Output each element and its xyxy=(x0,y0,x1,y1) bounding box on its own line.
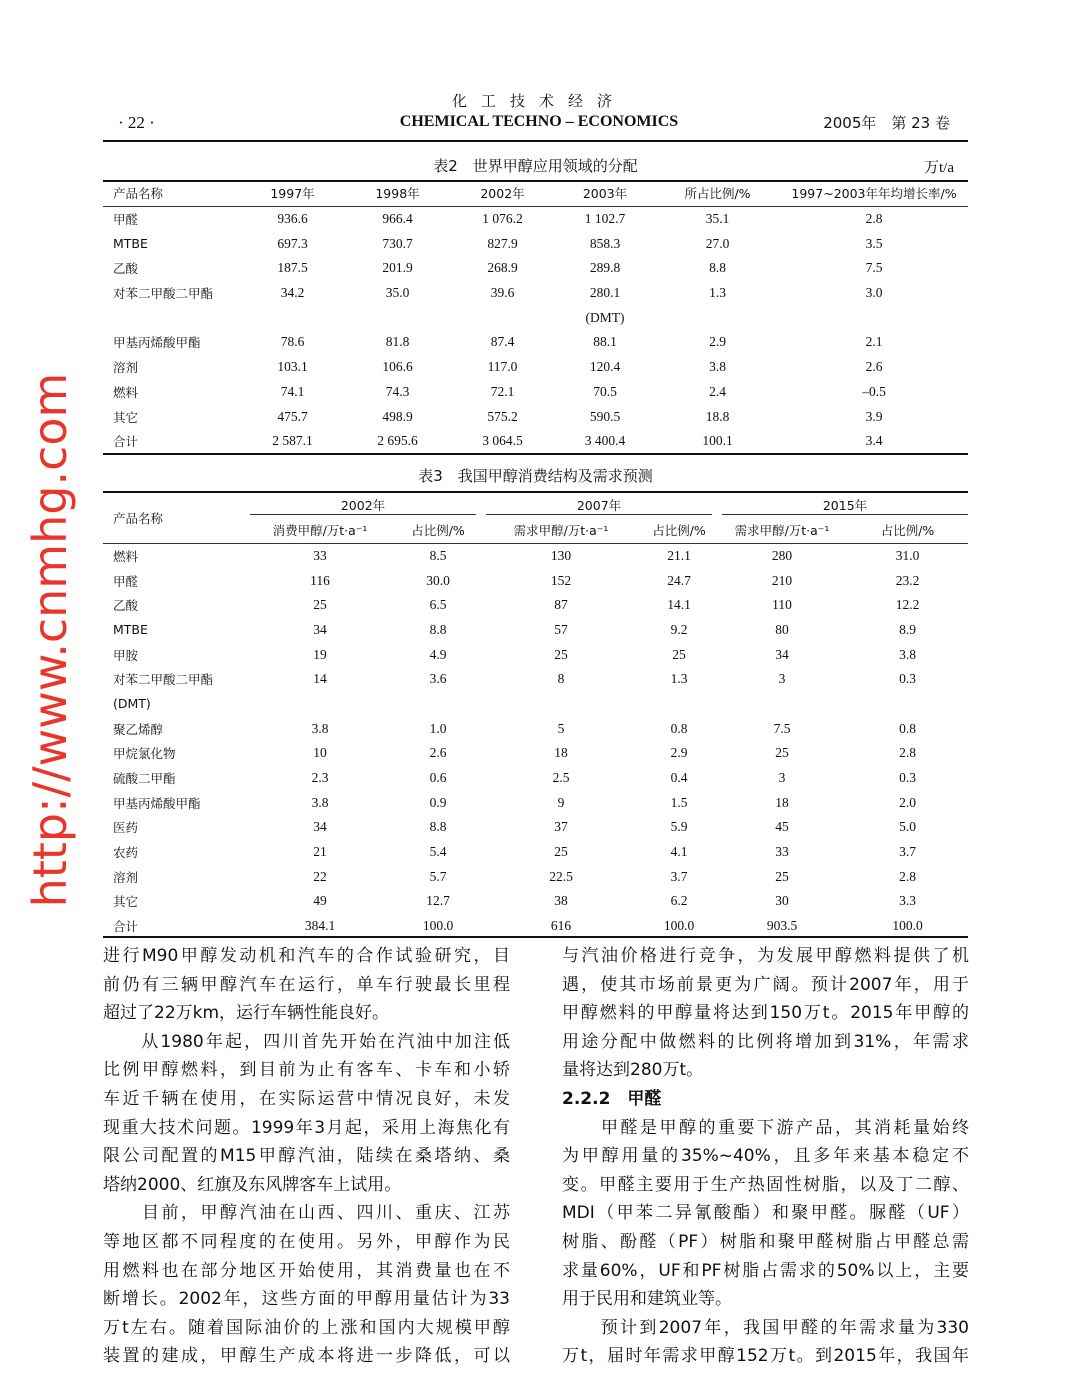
table-row xyxy=(103,618,968,643)
text-line: 与汽油价格进行竞争，为发展甲醇燃料提供了机 xyxy=(562,946,969,966)
table-cell: 34 xyxy=(775,646,789,662)
product-name: 聚乙烯醇 xyxy=(113,721,164,737)
column-header: 产品名称 xyxy=(113,186,164,202)
table-cell: 2.3 xyxy=(311,770,329,786)
table-cell: 3.7 xyxy=(899,844,916,860)
table-cell: 3.0 xyxy=(865,285,883,301)
table-cell: 25 xyxy=(672,646,686,662)
table-cell: 70.5 xyxy=(593,383,617,399)
table-cell: 18 xyxy=(775,794,789,810)
table-cell: 9 xyxy=(557,794,565,810)
table-cell: 18 xyxy=(554,745,568,761)
table-cell: 3.9 xyxy=(865,408,883,424)
text-line: 塔纳2000、红旗及东风牌客车上试用。 xyxy=(103,1174,402,1195)
table-cell: (DMT) xyxy=(585,309,625,325)
table-cell: 5.0 xyxy=(899,819,916,835)
table-cell: 24.7 xyxy=(667,572,691,588)
table-cell: 3.8 xyxy=(311,794,329,810)
table-cell xyxy=(345,305,450,330)
header-rule xyxy=(103,140,968,142)
table-cell: 4.9 xyxy=(429,646,447,662)
text-line: 比例甲醇燃料，到目前为止有客车、卡车和小轿 xyxy=(103,1060,510,1081)
text-line: 进行M90甲醇发动机和汽车的合作试验研究，目 xyxy=(103,946,510,966)
table-cell: 966.4 xyxy=(382,211,413,227)
table-cell: 187.5 xyxy=(277,260,308,276)
table-cell xyxy=(240,305,345,330)
product-name: 合计 xyxy=(113,919,139,935)
table-row xyxy=(103,330,968,355)
table-cell: 8.8 xyxy=(709,260,726,276)
table-cell: 33 xyxy=(313,547,327,563)
table-cell: 3 064.5 xyxy=(482,433,523,449)
table-row xyxy=(103,889,968,914)
table-row xyxy=(103,281,968,306)
table-row xyxy=(103,667,968,692)
table3 xyxy=(103,493,968,939)
table-row xyxy=(103,840,968,865)
product-name: 燃料 xyxy=(113,384,139,400)
text-line: 限公司配置的M15甲醇汽油，陆续在桑塔纳、桑 xyxy=(103,1146,510,1167)
table-cell: 280.1 xyxy=(589,285,621,301)
table-cell xyxy=(717,692,847,717)
issue-info: 2005年 第 23 卷 xyxy=(823,114,950,132)
table-cell: 12.7 xyxy=(426,893,450,909)
table3-year-header xyxy=(481,493,717,518)
table-row xyxy=(103,206,968,231)
text-line: 遇，使其市场前景更为广阔。预计2007年，用于 xyxy=(562,974,969,995)
table-cell: 5.9 xyxy=(670,819,688,835)
text-line: 预计到2007年，我国甲醛的年需求量为330 xyxy=(562,1317,969,1338)
product-name: 甲胺 xyxy=(113,647,139,663)
table-cell xyxy=(655,305,780,330)
table-cell: 5 xyxy=(557,720,565,736)
table-cell: 34 xyxy=(313,621,327,637)
table2-unit: 万t/a xyxy=(924,160,954,176)
table-cell: 3.8 xyxy=(899,646,916,662)
table-cell: 8 xyxy=(557,671,565,687)
table-cell: 1.3 xyxy=(670,671,688,687)
table-cell: 5.4 xyxy=(429,844,447,860)
table-cell: 0.3 xyxy=(899,671,916,687)
table-cell: 103.1 xyxy=(277,359,308,375)
table-cell: 2.6 xyxy=(429,745,447,761)
text-line: 等地区都不同程度的在使用。另外，甲醇作为民 xyxy=(103,1231,510,1252)
table-cell: 74.3 xyxy=(385,383,410,399)
text-line: 求量60%，UF和PF树脂占需求的50%以上，主要 xyxy=(562,1260,969,1281)
text-line: 为甲醇用量的35%~40%，且多年来基本稳定不 xyxy=(562,1146,969,1167)
table2 xyxy=(103,181,968,454)
text-line: 装置的建成，甲醇生产成本将进一步降低，可以 xyxy=(103,1346,510,1367)
text-line: 万t左右。随着国际油价的上涨和国内大规模甲醇 xyxy=(103,1317,510,1338)
table-cell: 18.8 xyxy=(705,408,730,424)
text-line: 量将达到280万t。 xyxy=(562,1060,704,1081)
table-cell: 35.0 xyxy=(385,285,410,301)
table-cell: 6.5 xyxy=(429,597,447,613)
product-name: 医药 xyxy=(113,820,139,836)
table-cell: 9.2 xyxy=(670,621,688,637)
column-header: 1997年 xyxy=(270,186,315,202)
text-line: 超过了22万km，运行车辆性能良好。 xyxy=(103,1003,390,1024)
table-cell: 0.6 xyxy=(429,770,447,786)
table-row xyxy=(103,716,968,741)
text-line: 甲醛是甲醇的重要下游产品，其消耗量始终 xyxy=(562,1117,969,1138)
text-line: MDI（甲苯二异氰酸酯）和聚甲醛。脲醛（UF） xyxy=(562,1203,969,1224)
table-cell: 210 xyxy=(771,572,793,588)
table-cell: 280 xyxy=(771,547,793,563)
table-cell xyxy=(780,305,968,330)
table-row xyxy=(103,864,968,889)
table-cell: 57 xyxy=(554,621,568,637)
table-cell: 21 xyxy=(313,844,327,860)
product-name: (DMT) xyxy=(113,696,151,712)
product-name: 溶剂 xyxy=(113,869,139,885)
product-name: 溶剂 xyxy=(113,360,139,376)
table-cell: 384.1 xyxy=(304,918,336,934)
text-line: 用于民用和建筑业等。 xyxy=(562,1289,732,1310)
table-cell: 81.8 xyxy=(385,334,410,350)
table-cell: 590.5 xyxy=(589,408,621,424)
table-row xyxy=(103,231,968,256)
text-line: 前仍有三辆甲醇汽车在运行，单车行驶最长里程 xyxy=(103,974,510,995)
table-cell: 78.6 xyxy=(280,334,305,350)
table-cell: 23.2 xyxy=(895,572,920,588)
product-name: 其它 xyxy=(113,409,139,425)
year-label: 2007年 xyxy=(486,496,712,515)
column-header: 2003年 xyxy=(582,186,628,202)
table-cell: 152 xyxy=(550,572,572,588)
table-cell: 0.4 xyxy=(670,770,688,786)
product-name: 农药 xyxy=(113,845,139,861)
table-cell: 110 xyxy=(772,597,792,613)
table2-bottom-rule xyxy=(103,453,968,455)
product-name: MTBE xyxy=(113,236,148,252)
table-cell xyxy=(245,692,395,717)
table-cell: 2.0 xyxy=(899,794,916,810)
table-cell xyxy=(481,692,641,717)
table-cell: 4.1 xyxy=(670,844,688,860)
table-cell: 2.9 xyxy=(709,334,726,350)
table-cell xyxy=(847,692,968,717)
table-cell: 3.5 xyxy=(865,235,883,251)
text-line: 车近千辆在使用，在实际运营中情况良好，未发 xyxy=(103,1088,510,1109)
product-name: 对苯二甲酸二甲酯 xyxy=(113,286,214,302)
body-text-left-column xyxy=(103,942,510,1371)
product-name: 乙酸 xyxy=(113,261,139,277)
table-row xyxy=(103,305,968,330)
table-cell: 35.1 xyxy=(705,211,730,227)
table-cell: 72.1 xyxy=(490,383,515,399)
table-cell: 3.8 xyxy=(311,720,329,736)
table-cell: 80 xyxy=(775,621,789,637)
table-cell: 8.9 xyxy=(899,621,916,637)
table-cell: 2.8 xyxy=(899,868,916,884)
text-line: 目前，甲醇汽油在山西、四川、重庆、江苏 xyxy=(103,1203,510,1224)
table-cell: 0.9 xyxy=(429,794,447,810)
table-cell: 117.0 xyxy=(487,359,518,375)
table-cell: 31.0 xyxy=(895,547,920,563)
table-cell: 201.9 xyxy=(382,260,413,276)
table-cell: 616 xyxy=(550,918,572,934)
product-name: 甲基丙烯酸甲酯 xyxy=(113,335,201,351)
body-text-right-column xyxy=(562,942,969,1371)
table-cell: 1 102.7 xyxy=(584,211,626,227)
table-cell: 100.0 xyxy=(892,918,923,934)
column-header: 占比例/% xyxy=(652,523,706,539)
table-cell: 30 xyxy=(775,893,789,909)
table-cell: 74.1 xyxy=(280,383,305,399)
table-cell: 268.9 xyxy=(487,260,518,276)
table-cell: 2 695.6 xyxy=(377,433,418,449)
table-cell: 19 xyxy=(313,646,327,662)
table-row xyxy=(103,692,968,717)
table-row xyxy=(103,642,968,667)
product-name: MTBE xyxy=(113,622,148,638)
table-cell: 2.1 xyxy=(865,334,883,350)
table-row xyxy=(103,543,968,568)
table-cell xyxy=(395,692,481,717)
watermark: http://www.cnmhg.com xyxy=(23,372,77,908)
table-cell: 903.5 xyxy=(766,918,798,934)
table-cell: 1.3 xyxy=(709,285,726,301)
table-cell: 3 xyxy=(778,671,786,687)
table-cell: 8.8 xyxy=(429,819,447,835)
table-cell: 2 587.1 xyxy=(272,433,313,449)
table3-name-header: 产品名称 xyxy=(103,493,245,543)
product-name: 燃料 xyxy=(113,548,139,564)
table-cell: 34.2 xyxy=(280,285,305,301)
column-header: 需求甲醇/万t·a⁻¹ xyxy=(513,523,609,539)
table-cell: 88.1 xyxy=(593,334,617,350)
column-header: 消费甲醇/万t·a⁻¹ xyxy=(272,523,368,539)
product-name xyxy=(103,305,240,330)
table-cell: 730.7 xyxy=(382,235,413,251)
column-header: 占比例/% xyxy=(411,523,465,539)
text-line: 用燃料也在部分地区开始使用，其消费量也在不 xyxy=(103,1260,510,1281)
table-cell: 3.6 xyxy=(429,671,447,687)
table-cell: 2.5 xyxy=(552,770,570,786)
table-cell: 100.0 xyxy=(422,918,454,934)
table3-title: 表3 我国甲醇消费结构及需求预测 xyxy=(418,467,653,485)
text-line: 断增长。2002年，这些方面的甲醇用量估计为33 xyxy=(103,1289,510,1310)
table-cell: 498.9 xyxy=(382,408,413,424)
table3-year-header xyxy=(717,493,968,518)
table-cell: 100.1 xyxy=(702,433,733,449)
table-cell: 7.5 xyxy=(865,260,883,276)
table3-bottom-rule xyxy=(103,936,968,938)
table-row xyxy=(103,790,968,815)
table-cell: 8.5 xyxy=(429,547,447,563)
table-cell: 25 xyxy=(775,745,789,761)
table-cell: 2.4 xyxy=(709,383,726,399)
table-cell: 38 xyxy=(554,893,568,909)
column-header: 2002年 xyxy=(480,186,525,202)
text-line: 用途分配中做燃料的比例将增加到31%，年需求 xyxy=(562,1031,969,1052)
table-row xyxy=(103,741,968,766)
table-cell: 116 xyxy=(310,572,330,588)
section-heading: 2.2.2 甲醛 xyxy=(562,1088,662,1109)
product-name: 合计 xyxy=(113,434,139,450)
table-cell: 1 076.2 xyxy=(482,211,523,227)
text-line: 万t，届时年需求甲醇152万t。到2015年，我国年 xyxy=(562,1346,969,1367)
product-name: 对苯二甲酸二甲酯 xyxy=(113,672,214,688)
table-cell: 697.3 xyxy=(277,235,308,251)
table-cell: 37 xyxy=(554,819,568,835)
table-row xyxy=(103,766,968,791)
table-row xyxy=(103,914,968,939)
table-cell: 827.9 xyxy=(487,235,518,251)
table2-title: 表2 世界甲醇应用领域的分配 xyxy=(433,157,638,175)
table-cell: 25 xyxy=(313,597,327,613)
column-header: 所占比例/% xyxy=(684,186,751,202)
table-cell: 25 xyxy=(554,646,568,662)
table-cell: 106.6 xyxy=(382,359,413,375)
table-cell: 22 xyxy=(313,868,327,884)
table-cell: 21.1 xyxy=(667,547,691,563)
table-cell: 120.4 xyxy=(589,359,621,375)
table-row xyxy=(103,593,968,618)
page-number: · 22 · xyxy=(118,113,155,132)
product-name: 甲醛 xyxy=(113,573,139,589)
table-cell: 3.8 xyxy=(709,359,726,375)
column-header: 需求甲醇/万t·a⁻¹ xyxy=(734,523,830,539)
table-row xyxy=(103,355,968,380)
table-cell: 100.0 xyxy=(663,918,695,934)
table-cell: 2.9 xyxy=(670,745,688,761)
table-row xyxy=(103,568,968,593)
column-header: 占比例/% xyxy=(880,523,935,539)
column-header: 1997~2003年年均增长率/% xyxy=(791,186,957,202)
table-cell: 12.2 xyxy=(895,597,920,613)
table-cell: 87 xyxy=(554,597,568,613)
text-line: 变。甲醛主要用于生产热固性树脂，以及丁二醇、 xyxy=(562,1174,969,1195)
table-cell: 25 xyxy=(554,844,568,860)
table-cell: 1.5 xyxy=(670,794,688,810)
table-cell: 3.4 xyxy=(865,433,883,449)
table-cell: 936.6 xyxy=(277,211,308,227)
table-cell: 1.0 xyxy=(429,720,447,736)
product-name: 甲醛 xyxy=(113,212,139,228)
table-cell: 0.8 xyxy=(670,720,688,736)
table-row xyxy=(103,429,968,454)
table-cell: 34 xyxy=(313,819,327,835)
table2-header-row xyxy=(103,181,968,206)
table-cell: 2.8 xyxy=(865,211,883,227)
table-cell: 33 xyxy=(775,844,789,860)
text-line: 树脂、酚醛（PF）树脂和聚甲醛树脂占甲醛总需 xyxy=(562,1231,969,1252)
table3-year-header xyxy=(245,493,481,518)
table-cell: 6.2 xyxy=(670,893,688,909)
text-line: 现重大技术问题。1999年3月起，采用上海焦化有 xyxy=(103,1117,510,1138)
product-name: 乙酸 xyxy=(113,598,139,614)
table-cell: 289.8 xyxy=(589,260,621,276)
table-cell: 30.0 xyxy=(426,572,450,588)
table-cell: 45 xyxy=(775,819,789,835)
table-cell: 3 400.4 xyxy=(584,433,626,449)
table-cell: 3.3 xyxy=(899,893,916,909)
table-cell: 3.7 xyxy=(670,868,688,884)
table-row xyxy=(103,256,968,281)
table-cell: 0.8 xyxy=(899,720,916,736)
table-cell: 22.5 xyxy=(549,868,573,884)
table-cell xyxy=(641,692,717,717)
table-cell: 27.0 xyxy=(705,235,730,251)
table-row xyxy=(103,380,968,405)
table-cell: 87.4 xyxy=(490,334,515,350)
table-cell: 575.2 xyxy=(487,408,518,424)
table-cell: –0.5 xyxy=(862,383,886,399)
year-label: 2002年 xyxy=(250,496,476,515)
table-cell: 475.7 xyxy=(277,408,308,424)
table-cell: 8.8 xyxy=(429,621,447,637)
table-cell: 14 xyxy=(313,671,327,687)
table-row xyxy=(103,404,968,429)
table-cell: 49 xyxy=(313,893,327,909)
table-cell: 130 xyxy=(550,547,572,563)
year-label: 2015年 xyxy=(722,496,968,515)
text-line: 从1980年起，四川首先开始在汽油中加注低 xyxy=(103,1031,510,1052)
table-cell: 858.3 xyxy=(589,235,621,251)
table-cell: 2.6 xyxy=(865,359,883,375)
journal-title-cn: 化工技术经济 xyxy=(451,92,626,110)
column-header: 1998年 xyxy=(375,186,420,202)
table-cell: 3 xyxy=(778,770,786,786)
table-cell: 2.8 xyxy=(899,745,916,761)
table-cell: 5.7 xyxy=(429,868,447,884)
text-line: 甲醇燃料的甲醇量将达到150万t。2015年甲醇的 xyxy=(562,1003,969,1024)
table-cell: 14.1 xyxy=(667,597,691,613)
product-name: 其它 xyxy=(113,894,139,910)
table-cell: 0.3 xyxy=(899,770,916,786)
product-name: 硫酸二甲酯 xyxy=(113,771,176,787)
product-name: 甲烷氯化物 xyxy=(113,746,176,762)
journal-title-en: CHEMICAL TECHNO – ECONOMICS xyxy=(399,113,679,130)
table-row xyxy=(103,815,968,840)
table-cell: 7.5 xyxy=(773,720,791,736)
product-name: 甲基丙烯酸甲酯 xyxy=(113,795,201,811)
table-cell: 39.6 xyxy=(490,285,515,301)
table-cell: 10 xyxy=(313,745,327,761)
table-cell: 25 xyxy=(775,868,789,884)
table-cell xyxy=(450,305,555,330)
